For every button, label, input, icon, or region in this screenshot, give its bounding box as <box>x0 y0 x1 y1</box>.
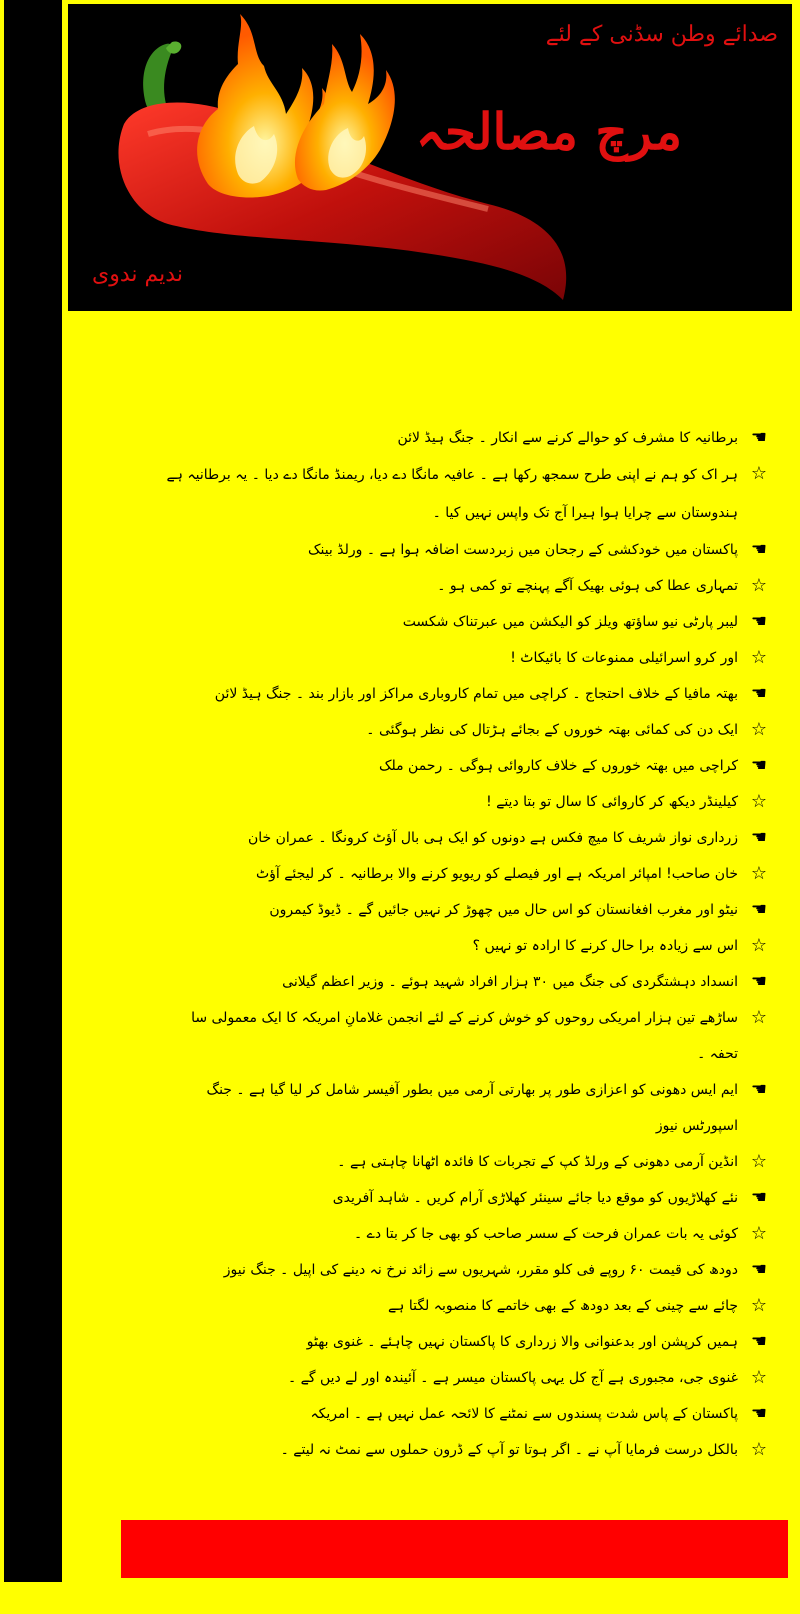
comment-text: چائے سے چینی کے بعد دودھ کے بھی خاتمے کا منصوبہ لگتا ہے <box>387 1298 738 1314</box>
comment-text: خان صاحب! امپائر امریکہ ہے اور فیصلے کو ریویو کرنے والا برطانیہ ۔ کر لیجئے آؤٹ <box>255 866 738 882</box>
list-item <box>160 1216 780 1252</box>
headline-text: برطانیہ کا مشرف کو حوالے کرنے سے انکار ۔ جنگ ہیڈ لائن <box>397 430 738 446</box>
headline-text: نئے کھلاڑیوں کو موقع دیا جائے سینئر کھلاڑی آرام کریں ۔ شاہد آفریدی <box>332 1190 738 1206</box>
list-item <box>160 532 780 568</box>
list-item <box>160 892 780 928</box>
list-item <box>160 1180 780 1216</box>
pointing-hand-icon: ☚ <box>750 1331 768 1352</box>
list-item <box>160 1252 780 1288</box>
star-icon: ☆ <box>750 791 768 812</box>
pointing-hand-icon: ☚ <box>750 755 768 776</box>
star-icon: ☆ <box>750 935 768 956</box>
list-item <box>160 640 780 676</box>
pointing-hand-icon: ☚ <box>750 427 768 448</box>
pointing-hand-icon: ☚ <box>750 827 768 848</box>
list-item <box>160 928 780 964</box>
pointing-hand-icon: ☚ <box>750 971 768 992</box>
comment-text: ساڑھے تین ہزار امریکی روحوں کو خوش کرنے کے لئے انجمن غلامانِ امریکہ کا ایک معمولی سا تحفہ ۔ <box>191 1010 738 1062</box>
star-icon: ☆ <box>750 1295 768 1316</box>
pointing-hand-icon: ☚ <box>750 1187 768 1208</box>
pointing-hand-icon: ☚ <box>750 1403 768 1424</box>
comment-text: کوئی یہ بات عمران فرحت کے سسر صاحب کو بھی جا کر بتا دے ۔ <box>354 1226 738 1242</box>
list-item <box>160 456 780 532</box>
star-icon: ☆ <box>750 575 768 596</box>
headline-text: پاکستان میں خودکشی کے رجحان میں زبردست اضافہ ہوا ہے ۔ ورلڈ بینک <box>307 542 738 558</box>
comment-text: اس سے زیادہ برا حال کرنے کا ارادہ تو نہیں ؟ <box>472 938 738 954</box>
star-icon: ☆ <box>750 1151 768 1172</box>
pointing-hand-icon: ☚ <box>750 683 768 704</box>
list-item <box>160 604 780 640</box>
page-title: مرچ مصالحہ <box>415 102 682 161</box>
headline-text: کراچی میں بھتہ خوروں کے خلاف کاروائی ہوگی ۔ رحمن ملک <box>378 758 738 774</box>
header-banner <box>68 4 792 311</box>
star-icon: ☆ <box>750 1223 768 1244</box>
pointing-hand-icon: ☚ <box>750 1079 768 1100</box>
list-item <box>160 1000 780 1072</box>
headline-text: ایم ایس دھونی کو اعزازی طور پر بھارتی آرمی میں بطور آفیسر شامل کر لیا گیا ہے ۔ جنگ اسپورٹس نیوز <box>206 1082 738 1134</box>
list-item <box>160 856 780 892</box>
star-icon: ☆ <box>750 719 768 740</box>
star-icon: ☆ <box>750 463 768 484</box>
left-black-bar <box>4 0 62 1582</box>
comment-text: کیلینڈر دیکھ کر کاروائی کا سال تو بتا دیتے ! <box>486 794 738 810</box>
star-icon: ☆ <box>750 1439 768 1460</box>
headline-text: نیٹو اور مغرب افغانستان کو اس حال میں چھوڑ کر نہیں جائیں گے ۔ ڈیوڈ کیمرون <box>269 902 738 918</box>
star-icon: ☆ <box>750 647 768 668</box>
comment-text: ہر اک کو ہم نے اپنی طرح سمجھ رکھا ہے ۔ عافیہ مانگا دے دیا، ریمنڈ مانگا دے دیا ۔ یہ برطانیہ ہے ہندوستان سے چرایا ہوا ہیرا آج تک واپس نہیں کیا ۔ <box>166 467 738 521</box>
headline-text: ہمیں کرپشن اور بدعنوانی والا زرداری کا پاکستان نہیں چاہئے ۔ غنوی بھٹو <box>306 1334 738 1350</box>
headline-text: پاکستان کے پاس شدت پسندوں سے نمٹنے کا لائحہ عمل نہیں ہے ۔ امریکہ <box>310 1406 738 1422</box>
headline-text: دودھ کی قیمت ۶۰ روپے فی کلو مقرر، شہریوں سے زائد نرخ نہ دینے کی اپیل ۔ جنگ نیوز <box>223 1262 738 1278</box>
star-icon: ☆ <box>750 1007 768 1028</box>
list-item <box>160 568 780 604</box>
list-item <box>160 676 780 712</box>
news-list <box>160 420 780 1468</box>
headline-text: انسداد دہشتگردی کی جنگ میں ۳۰ ہزار افراد شہید ہوئے ۔ وزیر اعظم گیلانی <box>282 974 738 990</box>
pointing-hand-icon: ☚ <box>750 899 768 920</box>
list-item <box>160 964 780 1000</box>
star-icon: ☆ <box>750 863 768 884</box>
list-item <box>160 1324 780 1360</box>
list-item <box>160 820 780 856</box>
list-item <box>160 712 780 748</box>
list-item <box>160 1360 780 1396</box>
pointing-hand-icon: ☚ <box>750 1259 768 1280</box>
headline-text: بھتہ مافیا کے خلاف احتجاج ۔ کراچی میں تمام کاروباری مراکز اور بازار بند ۔ جنگ ہیڈ لائن <box>214 686 738 702</box>
list-item <box>160 748 780 784</box>
comment-text: ایک دن کی کمائی بھتہ خوروں کے بجائے ہڑتال کی نظر ہوگئی ۔ <box>366 722 738 738</box>
comment-text: تمہاری عطا کی ہوئی بھیک آگے پہنچے تو کمی ہو ۔ <box>437 578 738 594</box>
headline-text: زرداری نواز شریف کا میچ فکس ہے دونوں کو ایک ہی بال آؤٹ کرونگا ۔ عمران خان <box>247 830 738 846</box>
comment-text: غنوی جی، مجبوری ہے آج کل یہی پاکستان میسر ہے ۔ آئیندہ اور لے دیں گے ۔ <box>287 1370 738 1386</box>
list-item <box>160 784 780 820</box>
list-item <box>160 1396 780 1432</box>
comment-text: بالکل درست فرمایا آپ نے ۔ اگر ہوتا تو آپ کے ڈرون حملوں سے نمٹ نہ لیتے ۔ <box>280 1442 738 1458</box>
list-item <box>160 420 780 456</box>
list-item <box>160 1432 780 1468</box>
footer-red-bar <box>121 1520 788 1578</box>
headline-text: لیبر پارٹی نیو ساؤتھ ویلز کو الیکشن میں عبرتناک شکست <box>402 614 738 630</box>
author-name: ندیم ندوی <box>92 262 183 287</box>
star-icon: ☆ <box>750 1367 768 1388</box>
list-item <box>160 1288 780 1324</box>
subtitle: صدائے وطن سڈنی کے لئے <box>545 22 778 47</box>
list-item <box>160 1144 780 1180</box>
pointing-hand-icon: ☚ <box>750 539 768 560</box>
comment-text: اور کرو اسرائیلی ممنوعات کا بائیکاٹ ! <box>510 650 738 666</box>
list-item <box>160 1072 780 1144</box>
pointing-hand-icon: ☚ <box>750 611 768 632</box>
comment-text: انڈین آرمی دھونی کے ورلڈ کپ کے تجربات کا فائدہ اٹھانا چاہتی ہے ۔ <box>337 1154 738 1170</box>
